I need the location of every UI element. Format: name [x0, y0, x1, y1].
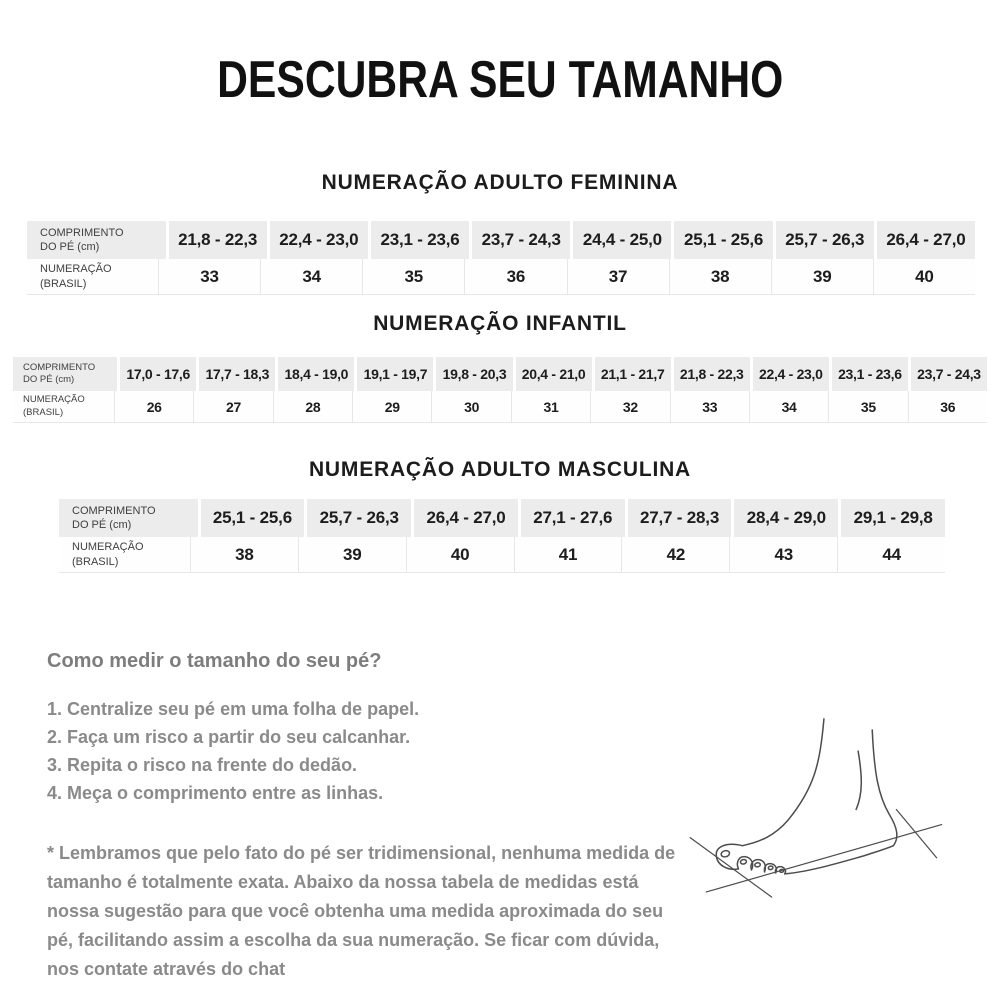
- foot-length-cell: 17,7 - 18,3: [199, 357, 278, 391]
- section-heading-infantil: NUMERAÇÃO INFANTIL: [373, 312, 627, 335]
- foot-length-cell: 26,4 - 27,0: [414, 499, 521, 537]
- section-heading-adulto-feminina: NUMERAÇÃO ADULTO FEMININA: [321, 171, 679, 194]
- shoe-size-cell: 33: [671, 391, 750, 423]
- shoe-size-cell: 32: [591, 391, 670, 423]
- foot-length-cell: 27,1 - 27,6: [521, 499, 628, 537]
- foot-length-label: COMPRIMENTO DO PÉ (cm): [27, 221, 169, 259]
- foot-length-row: [27, 221, 975, 259]
- foot-length-cell: 17,0 - 17,6: [120, 357, 199, 391]
- foot-length-cell: 25,7 - 26,3: [307, 499, 414, 537]
- how-to-measure-heading: Como medir o tamanho do seu pé?: [47, 650, 382, 672]
- foot-length-cell: 23,7 - 24,3: [911, 357, 987, 391]
- foot-length-cell: 21,1 - 21,7: [595, 357, 674, 391]
- shoe-size-row: [13, 391, 987, 423]
- shoe-size-cell: 35: [363, 259, 465, 295]
- measure-step: 1. Centralize seu pé em uma folha de papel.: [47, 699, 420, 719]
- foot-length-cell: 20,4 - 21,0: [516, 357, 595, 391]
- foot-length-label: COMPRIMENTO DO PÉ (cm): [13, 357, 120, 391]
- size-table-infantil: [13, 357, 987, 423]
- section-heading-adulto-masculina: NUMERAÇÃO ADULTO MASCULINA: [308, 458, 692, 481]
- page-title: [0, 50, 1000, 110]
- shoe-size-cell: 43: [730, 537, 838, 573]
- foot-length-cell: 24,4 - 25,0: [573, 221, 674, 259]
- foot-length-cell: 23,7 - 24,3: [472, 221, 573, 259]
- shoe-size-cell: 39: [772, 259, 874, 295]
- shoe-size-cell: 44: [838, 537, 945, 573]
- measure-steps: [47, 695, 679, 807]
- foot-length-cell: 21,8 - 22,3: [674, 357, 753, 391]
- how-to-measure-block: [47, 650, 679, 984]
- foot-length-label: COMPRIMENTO DO PÉ (cm): [59, 499, 201, 537]
- shoe-size-cell: 26: [115, 391, 194, 423]
- shoe-size-cell: 28: [274, 391, 353, 423]
- shoe-size-cell: 36: [909, 391, 987, 423]
- shoe-size-cell: 31: [512, 391, 591, 423]
- toe-line: [690, 838, 771, 897]
- shoe-size-cell: 29: [353, 391, 432, 423]
- foot-length-cell: 22,4 - 23,0: [753, 357, 832, 391]
- foot-length-cell: 22,4 - 23,0: [270, 221, 371, 259]
- ground-line: [706, 825, 941, 892]
- shoe-size-cell: 40: [407, 537, 515, 573]
- measure-step: 2. Faça um risco a partir do seu calcanhar.: [47, 727, 411, 747]
- shoe-size-label: NUMERAÇÃO (BRASIL): [13, 391, 115, 423]
- foot-length-cell: 21,8 - 22,3: [169, 221, 270, 259]
- shoe-size-label: NUMERAÇÃO (BRASIL): [59, 537, 191, 573]
- shoe-size-cell: 34: [261, 259, 363, 295]
- foot-length-cell: 23,1 - 23,6: [371, 221, 472, 259]
- foot-length-cell: 18,4 - 19,0: [278, 357, 357, 391]
- shoe-size-cell: 33: [159, 259, 261, 295]
- shoe-size-row: [27, 259, 975, 295]
- shoe-size-cell: 41: [515, 537, 623, 573]
- shoe-size-cell: 37: [568, 259, 670, 295]
- shoe-size-cell: 34: [750, 391, 829, 423]
- foot-length-row: [13, 357, 987, 391]
- heel-line: [896, 809, 936, 857]
- size-disclaimer-text: * Lembramos que pelo fato do pé ser tridimensional, nenhuma medida de tamanho é totalmente exata. Abaixo da nossa tabela de medidas está nossa sugestão para que você obtenha uma medida aproximada do seu pé, facilitando assim a escolha da sua numeração. Se ficar com dúvida, nos contate através do chat: [47, 843, 676, 979]
- size-table-adulto-feminina: [27, 221, 975, 295]
- measure-step: 3. Repita o risco na frente do dedão.: [47, 755, 358, 775]
- foot-length-cell: 25,7 - 26,3: [776, 221, 877, 259]
- foot-length-cell: 28,4 - 29,0: [734, 499, 841, 537]
- shoe-size-cell: 27: [194, 391, 273, 423]
- foot-length-cell: 19,8 - 20,3: [436, 357, 515, 391]
- foot-length-cell: 25,1 - 25,6: [674, 221, 775, 259]
- size-table-adulto-masculina: [59, 499, 945, 573]
- foot-length-cell: 26,4 - 27,0: [877, 221, 975, 259]
- shoe-size-row: [59, 537, 945, 573]
- foot-icon: [668, 683, 1000, 943]
- shoe-size-label: NUMERAÇÃO (BRASIL): [27, 259, 159, 295]
- foot-measurement-illustration: [668, 683, 1000, 943]
- shoe-size-cell: 42: [622, 537, 730, 573]
- foot-length-cell: 27,7 - 28,3: [628, 499, 735, 537]
- shoe-size-cell: 35: [829, 391, 908, 423]
- measure-step: 4. Meça o comprimento entre as linhas.: [47, 783, 384, 803]
- shoe-size-cell: 39: [299, 537, 407, 573]
- shoe-size-cell: 36: [465, 259, 567, 295]
- foot-length-cell: 23,1 - 23,6: [832, 357, 911, 391]
- shoe-size-cell: 30: [432, 391, 511, 423]
- page-title-text: DESCUBRA SEU TAMANHO: [216, 51, 784, 109]
- shoe-size-cell: 38: [191, 537, 299, 573]
- shoe-size-cell: 40: [874, 259, 975, 295]
- shoe-size-cell: 38: [670, 259, 772, 295]
- foot-length-row: [59, 499, 945, 537]
- foot-length-cell: 19,1 - 19,7: [357, 357, 436, 391]
- foot-length-cell: 25,1 - 25,6: [201, 499, 308, 537]
- foot-length-cell: 29,1 - 29,8: [841, 499, 945, 537]
